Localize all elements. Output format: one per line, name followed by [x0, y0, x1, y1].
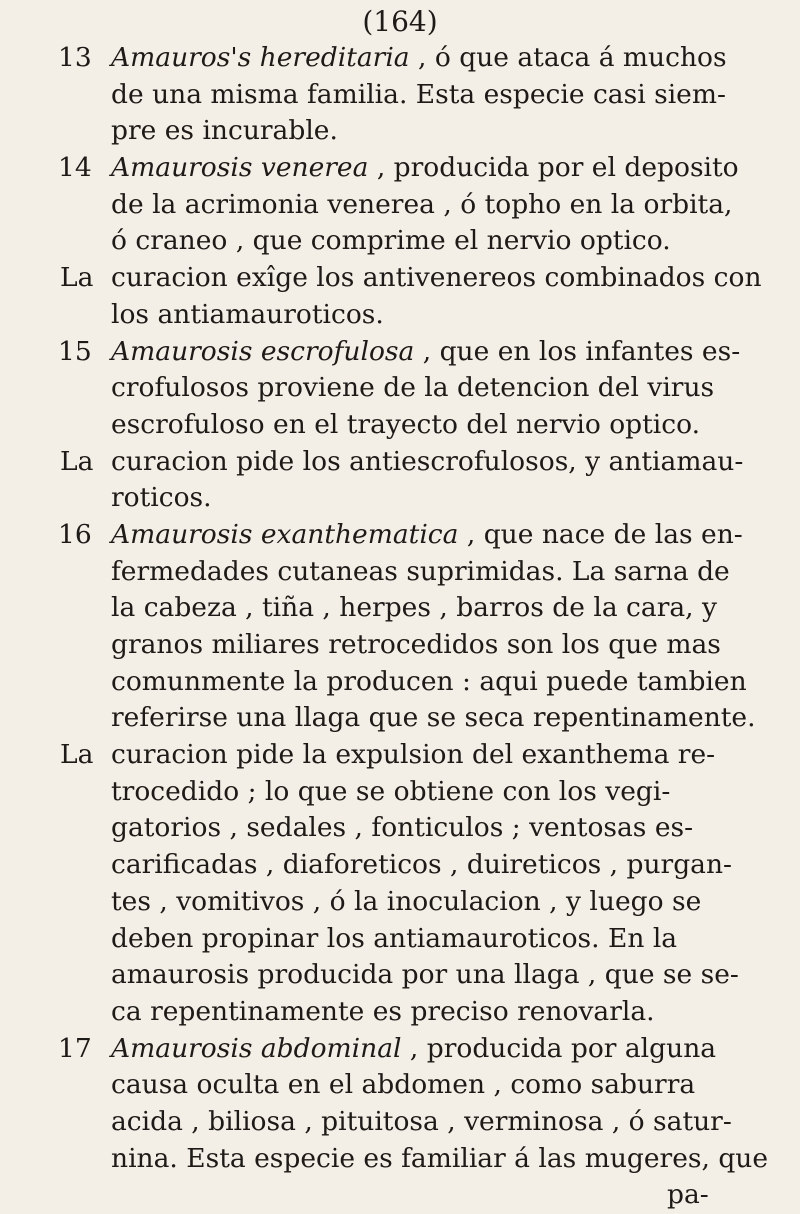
- text-line-5: de la acrimonia venerea , ó topho en la orbita,: [111, 188, 733, 220]
- text-line-18: comunmente la producen : aqui puede tambien: [111, 665, 747, 697]
- item-number: 15: [58, 335, 92, 367]
- text-line-25: deben propinar los antiamauroticos. En la: [111, 922, 678, 954]
- text-line-9: [0, 334, 800, 371]
- text-line-31: nina. Esta especie es familiar á las mugeres, que: [111, 1142, 769, 1174]
- term: Amaurosis escrofulosa: [111, 335, 415, 367]
- text-line-26: amaurosis producida por una llaga , que se se-: [111, 959, 739, 991]
- text-line-27: ca repentinamente es preciso renovarla.: [111, 995, 655, 1027]
- item-number: 17: [58, 1032, 92, 1064]
- text-line-17: granos miliares retrocedidos son los que mas: [111, 629, 721, 660]
- line-content: Amaurosis exanthematica , que nace de las en-: [111, 518, 743, 550]
- text-line-6: ó craneo , que comprime el nervio optico.: [111, 225, 671, 257]
- term: Amaurosis exanthematica: [111, 518, 459, 550]
- text-line-11: escrofuloso en el trayecto del nervio optico.: [111, 408, 701, 440]
- text-line-28: [0, 1031, 800, 1068]
- catchword-line: [0, 1177, 800, 1214]
- text-line-21: trocedido ; lo que se obtiene con los vegi-: [111, 775, 671, 807]
- catchword: pa-: [667, 1179, 709, 1211]
- text-line-3: pre es incurable.: [111, 115, 338, 147]
- text-line-14: [0, 517, 800, 554]
- text-line-29: causa oculta en el abdomen , como saburra: [111, 1069, 696, 1101]
- text-line-13: roticos.: [111, 482, 212, 514]
- page-number: (164): [362, 5, 438, 38]
- text-line-23: carificadas , diaforeticos , duireticos , purgan-: [111, 849, 733, 881]
- text-line-16: la cabeza , tiña , herpes , barros de la cara, y: [111, 592, 717, 624]
- line-content: Amaurosis abdominal , producida por alguna: [111, 1032, 717, 1064]
- text-line-10: crofulosos proviene de la detencion del virus: [111, 372, 715, 404]
- text-line-7: La curacion exîge los antivenereos combinados con: [0, 260, 800, 297]
- item-number: 16: [58, 518, 92, 550]
- item-number: 13: [58, 42, 92, 73]
- text-line-22: gatorios , sedales , fonticulos ; ventosas es-: [111, 812, 694, 844]
- page-text: [0, 40, 800, 1214]
- line-content: Amaurosis escrofulosa , que en los infantes es-: [111, 335, 741, 367]
- text-line-15: fermedades cutaneas suprimidas. La sarna de: [111, 555, 730, 587]
- text-line-30: acida , biliosa , pituitosa , verminosa , ó satur-: [111, 1105, 732, 1137]
- lead-word: La: [60, 262, 94, 294]
- text-line-12: La curacion pide los antiescrofulosos, y antiamau-: [0, 444, 800, 481]
- lead-word: La: [60, 445, 94, 477]
- term: Amaurosis venerea: [111, 152, 369, 184]
- line-content: Amaurosis venerea , producida por el deposito: [111, 152, 739, 184]
- text-line-1: [0, 40, 800, 77]
- term: Amauros's hereditaria: [111, 42, 410, 73]
- text-line-19: referirse una llaga que se seca repentinamente.: [111, 702, 756, 734]
- item-number: 14: [58, 152, 92, 184]
- lead-word: La: [60, 739, 94, 771]
- text-line-24: tes , vomitivos , ó la inoculacion , y luego se: [111, 885, 702, 917]
- term: Amaurosis abdominal: [111, 1032, 402, 1064]
- text-line-4: [0, 150, 800, 187]
- text-line-20: La curacion pide la expulsion del exanthema re-: [0, 737, 800, 774]
- text-line-8: los antiamauroticos.: [111, 298, 384, 330]
- line-content: Amauros's hereditaria , ó que ataca á muchos: [111, 42, 727, 73]
- text-line-2: de una misma familia. Esta especie casi siem-: [111, 78, 726, 110]
